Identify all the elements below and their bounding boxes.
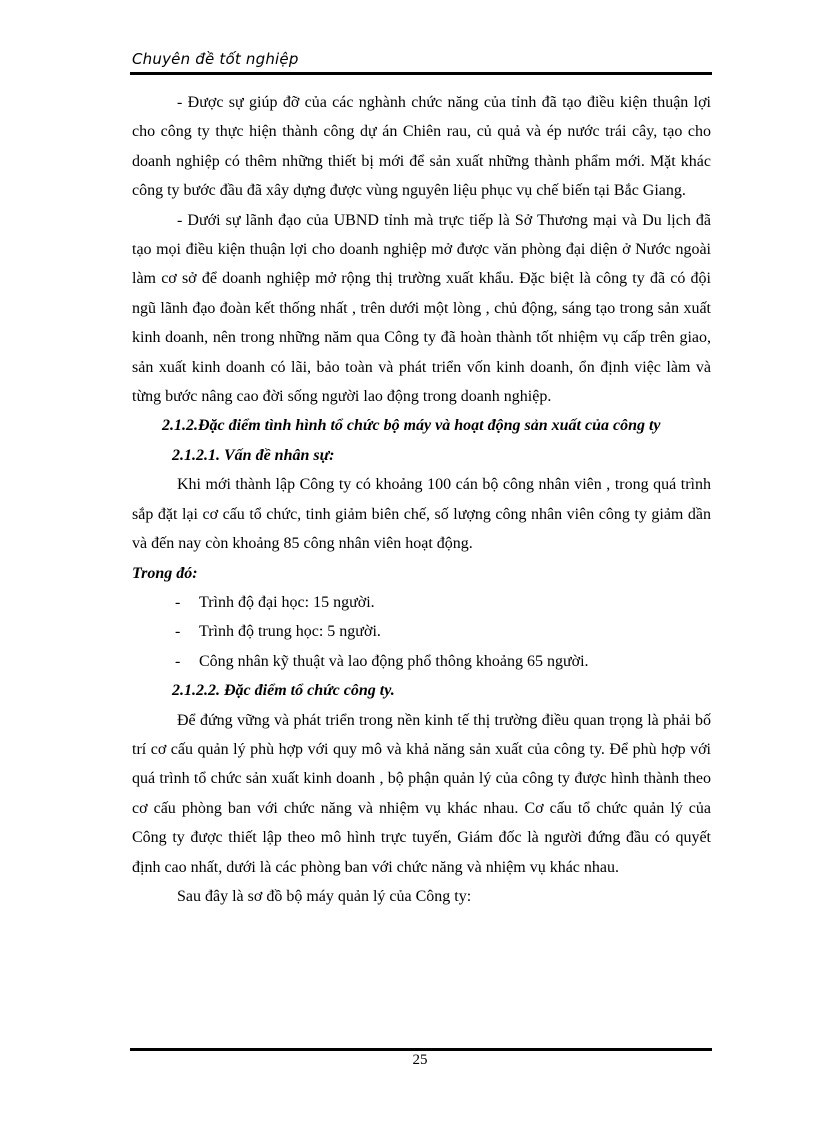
section-heading-2-1-2-2: 2.1.2.2. Đặc điểm tổ chức công ty. [172, 682, 395, 700]
document-body [132, 88, 711, 911]
list-item: - Công nhân kỹ thuật và lao động phổ thông khoảng 65 người. [132, 647, 711, 676]
paragraph-organization: Để đứng vững và phát triển trong nền kinh tế thị trường điều quan trọng là phải bố trí cơ cấu quản lý phù hợp với quy mô và khả năng sản xuất của công ty. Để phù hợp với quá trình tổ chức sản xuất kinh doanh , bộ phận quản lý của công ty được hình thành theo cơ cấu phòng ban với chức năng và nhiệm vụ khác nhau. Cơ cấu tổ chức quản lý của Công ty được thiết lập theo mô hình trực tuyến, Giám đốc là người đứng đầu có quyết định cao nhất, dưới là các phòng ban với chức năng và nhiệm vụ khác nhau. [132, 711, 711, 876]
trong-do-label: Trong đó: [132, 564, 198, 582]
header-title: Chuyên đề tốt nghiệp [132, 50, 299, 68]
paragraph-personnel: Khi mới thành lập Công ty có khoảng 100 cán bộ công nhân viên , trong quá trình sắp đặt lại cơ cấu tổ chức, tinh giảm biên chế, số lượng công nhân viên công ty giảm dần và đến nay còn khoảng 85 công nhân viên hoạt động. [132, 476, 711, 553]
page-number: 25 [412, 1052, 428, 1068]
paragraph-support: - Được sự giúp đỡ của các nghành chức năng của tỉnh đã tạo điều kiện thuận lợi cho công ty thực hiện thành công dự án Chiên rau, củ quả và ép nước trái cây, tạo cho doanh nghiệp có thêm những thiết bị mới để sản xuất những thành phẩm mới. Mặt khác công ty bước đầu đã xây dựng được vùng nguyên liệu phục vụ chế biến tại Bắc Giang. [132, 94, 711, 200]
header-rule [130, 72, 712, 75]
dash-bullet-icon: - [175, 652, 181, 670]
list-item: - Trình độ đại học: 15 người. [132, 588, 711, 617]
paragraph-diagram-intro: Sau đây là sơ đồ bộ máy quản lý của Công ty: [177, 887, 472, 905]
staff-list [132, 588, 711, 676]
section-heading-2-1-2: 2.1.2.Đặc điểm tình hình tổ chức bộ máy và hoạt động sản xuất của công ty [162, 417, 661, 435]
paragraph-leadership: - Dưới sự lãnh đạo của UBND tỉnh mà trực tiếp là Sở Thương mại và Du lịch đã tạo mọi điều kiện thuận lợi cho doanh nghiệp mở được văn phòng đại diện ở Nước ngoài làm cơ sở để doanh nghiệp mở rộng thị trường xuất khẩu. Đặc biệt là công ty đã có đội ngũ lãnh đạo đoàn kết thống nhất , trên dưới một lòng , chủ động, sáng tạo trong sản xuất kinh doanh, nên trong những năm qua Công ty đã hoàn thành tốt nhiệm vụ cấp trên giao, sản xuất kinh doanh có lãi, bảo toàn và phát triển vốn kinh doanh, ổn định việc làm và từng bước nâng cao đời sống người lao động trong doanh nghiệp. [132, 211, 711, 406]
dash-bullet-icon: - [175, 623, 181, 641]
section-heading-2-1-2-1: 2.1.2.1. Vấn đề nhân sự: [172, 446, 335, 464]
list-item: - Trình độ trung học: 5 người. [132, 617, 711, 646]
dash-bullet-icon: - [175, 593, 181, 611]
footer-rule [130, 1048, 712, 1051]
